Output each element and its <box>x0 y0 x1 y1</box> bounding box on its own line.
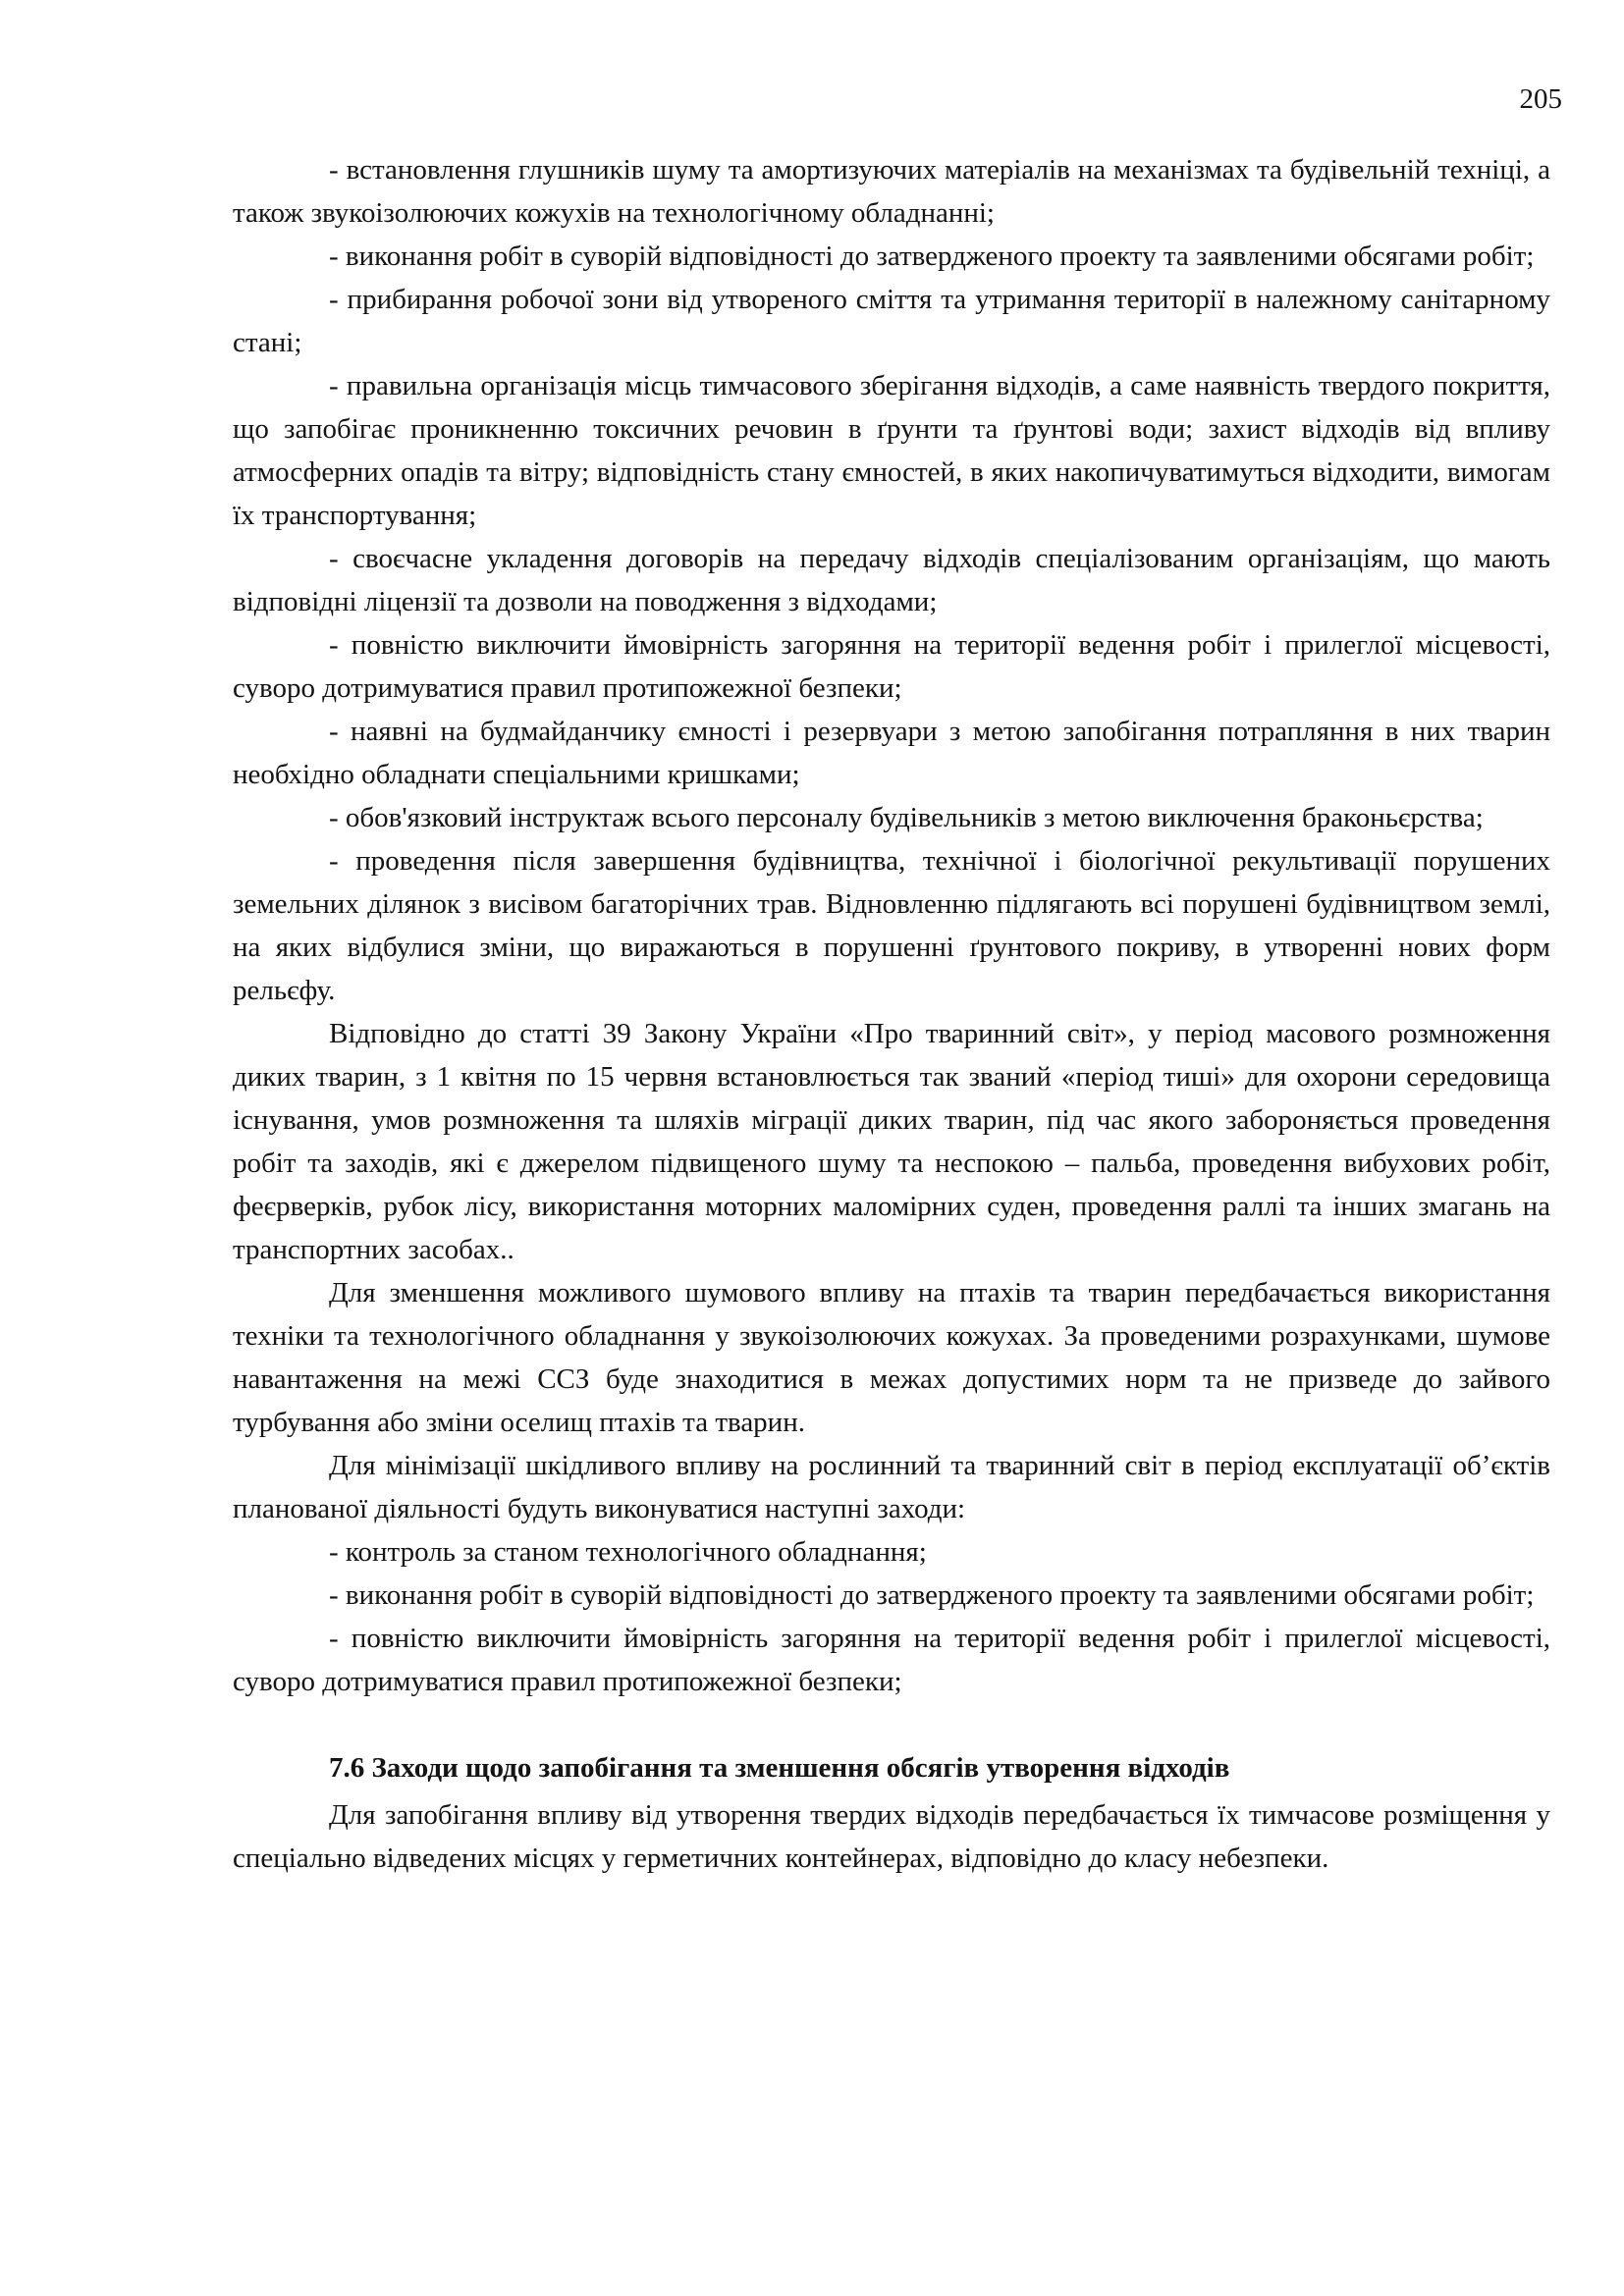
paragraph-quiet-period: Відповідно до статті 39 Закону України «Про тваринний світ», у період масового розмноження диких тварин, з 1 квітня по 15 червня встановлюється так званий «період тиші» для охорони середовища існування, умов розмноження та шляхів міграції диких тварин, під час якого забороняється проведення робіт та заходів, які є джерелом підвищеного шуму та неспокою – пальба, проведення вибухових робіт, феєрверків, рубок лісу, використання моторних маломірних суден, проведення раллі та інших змагань на транспортних засобах.. <box>233 1018 1550 1265</box>
page-body <box>233 148 1550 1880</box>
list-item-noise-mufflers: - встановлення глушників шуму та амортизуючих матеріалів на механізмах та будівельній техніці, а також звукоізолюючих кожухів на технологічному обладнанні; <box>233 154 1550 229</box>
list-item-contracts: - своєчасне укладення договорів на передачу відходів спеціалізованим організаціям, що мають відповідні ліцензії та дозволи на поводження з відходами; <box>233 543 1550 617</box>
list-item-staff-briefing: - обов'язковий інструктаж всього персоналу будівельників з метою виключення браконьєрства; <box>329 802 1484 833</box>
paragraph-operation-measures: Для мінімізації шкідливого впливу на рослинний та тваринний світ в період експлуатації об’єктів планованої діяльності будуть виконуватися наступні заходи: <box>233 1450 1550 1524</box>
list-item-work-compliance-operation: - виконання робіт в суворій відповідності до затвердженого проекту та заявленими обсягами робіт; <box>329 1579 1535 1611</box>
page-number: 205 <box>1519 83 1562 115</box>
list-item-waste-storage: - правильна організація місць тимчасового зберігання відходів, а саме наявність твердого покриття, що запобігає проникненню токсичних речовин в ґрунти та ґрунтові води; захист відходів від впливу атмосферних опадів та вітру; відповідність стану ємностей, в яких накопичуватимуться відходити, вимогам їх транспортування; <box>233 370 1550 531</box>
list-item-work-compliance: - виконання робіт в суворій відповідності до затвердженого проекту та заявленими обсягами робіт; <box>329 240 1535 272</box>
list-item-fire-safety: - повністю виключити ймовірність загоряння на території ведення робіт і прилеглої місцевості, суворо дотримуватися правил протипожежної безпеки; <box>233 629 1550 704</box>
list-item-tank-covers: - наявні на будмайданчику ємності і резервуари з метою запобігання потрапляння в них тварин необхідно обладнати спеціальними кришками; <box>233 716 1550 790</box>
paragraph-noise-reduction: Для зменшення можливого шумового впливу на птахів та тварин передбачається використання техніки та технологічного обладнання у звукоізолюючих кожухах. За проведеними розрахунками, шумове навантаження на межі ССЗ буде знаходитися в межах допустимих норм та не призведе до зайвого турбування або зміни оселищ птахів та тварин. <box>233 1277 1550 1438</box>
list-item-recultivation: - проведення після завершення будівництва, технічної і біологічної рекультивації порушених земельних ділянок з висівом багаторічних трав. Відновленню підлягають всі порушені будівництвом землі, на яких відбулися зміни, що виражаються в порушенні ґрунтового покриву, в утворенні нових форм рельєфу. <box>233 845 1550 1006</box>
list-item-fire-safety-operation: - повністю виключити ймовірність загоряння на території ведення робіт і прилеглої місцевості, суворо дотримуватися правил протипожежної безпеки; <box>233 1623 1550 1697</box>
list-item-cleanup: - прибирання робочої зони від утвореного сміття та утримання території в належному санітарному стані; <box>233 284 1550 358</box>
paragraph-solid-waste: Для запобігання впливу від утворення твердих відходів передбачається їх тимчасове розміщення у спеціально відведених місцях у герметичних контейнерах, відповідно до класу небезпеки. <box>233 1799 1550 1874</box>
section-heading: 7.6 Заходи щодо запобігання та зменшення обсягів утворення відходів <box>329 1752 1230 1784</box>
list-item-equipment-control: - контроль за станом технологічного обладнання; <box>329 1536 927 1568</box>
